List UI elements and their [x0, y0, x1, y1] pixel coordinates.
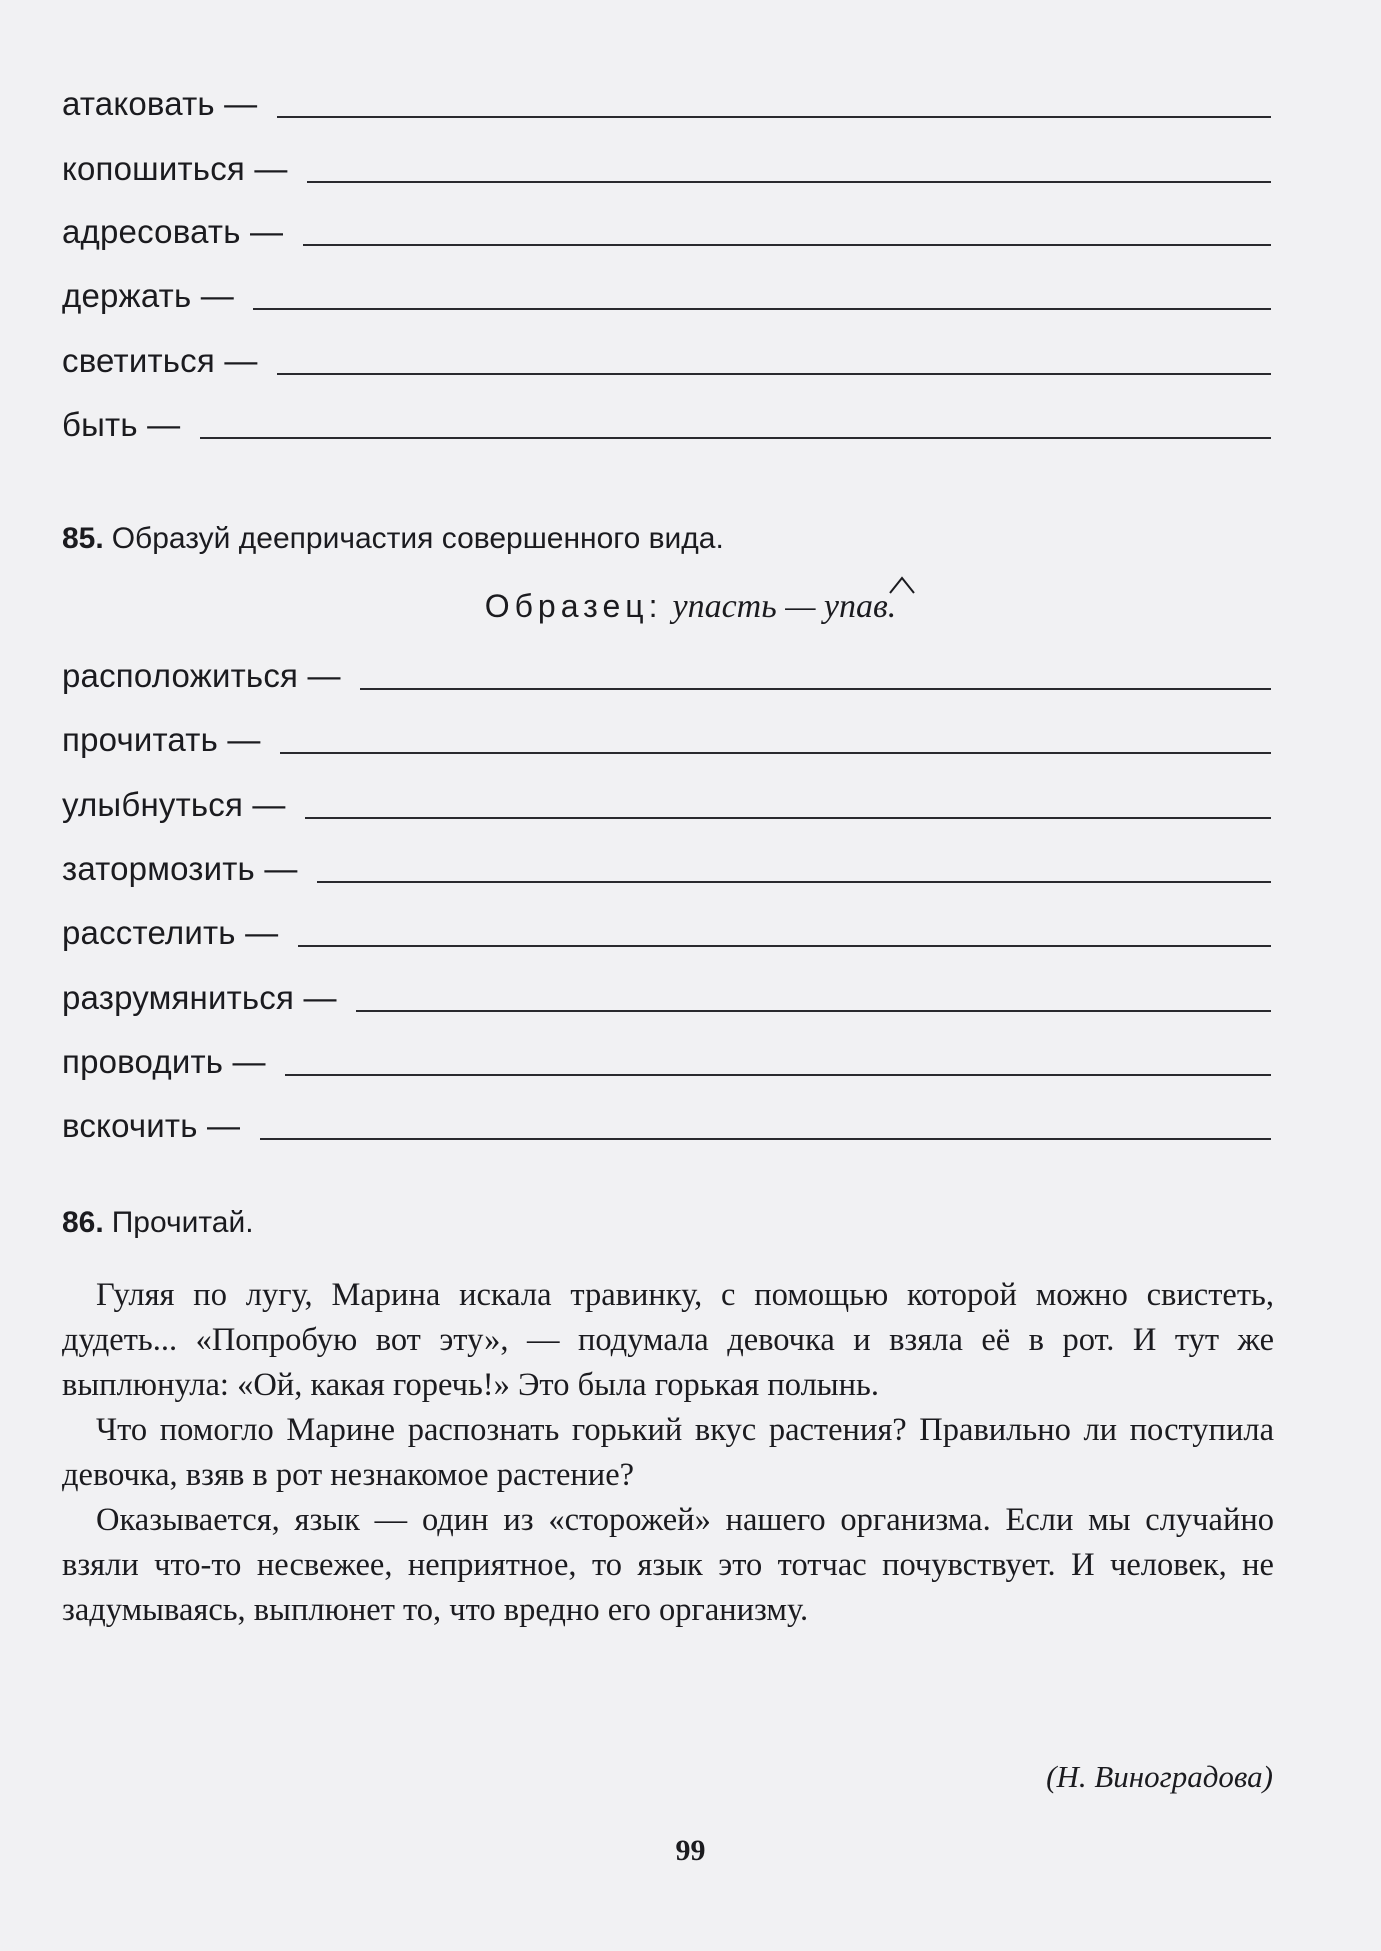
- answer-row-word: вскочить: [62, 1107, 198, 1144]
- answer-row: [62, 843, 1271, 887]
- answer-row: [62, 335, 1271, 379]
- reading-text: [62, 1273, 1274, 1633]
- answer-line[interactable]: [360, 688, 1271, 690]
- dash: —: [298, 657, 351, 694]
- dash: —: [254, 850, 307, 887]
- exercise-number: 86.: [62, 1206, 104, 1239]
- answer-row: [62, 779, 1271, 823]
- dash: —: [244, 150, 297, 187]
- answer-line[interactable]: [285, 1074, 1271, 1076]
- answer-line[interactable]: [260, 1138, 1271, 1140]
- answer-line[interactable]: [317, 881, 1271, 883]
- answer-row: [62, 143, 1271, 187]
- answer-row-word: расстелить: [62, 914, 236, 951]
- dash: —: [223, 1043, 276, 1080]
- answer-row-word: адресовать: [62, 213, 241, 250]
- answer-row-word: светиться: [62, 342, 215, 379]
- answer-row-word: проводить: [62, 1043, 224, 1080]
- answer-line[interactable]: [200, 437, 1271, 439]
- answer-line[interactable]: [280, 752, 1271, 754]
- answer-row: [62, 907, 1271, 951]
- dash: —: [191, 277, 244, 314]
- answer-row: [62, 399, 1271, 443]
- answer-row: [62, 650, 1271, 694]
- answer-line[interactable]: [253, 308, 1271, 310]
- answer-row-word: копошиться: [62, 150, 245, 187]
- answer-row: [62, 1100, 1271, 1144]
- answer-line[interactable]: [356, 1010, 1271, 1012]
- answer-line[interactable]: [277, 116, 1271, 118]
- answer-row-word: улыбнуться: [62, 786, 244, 823]
- dash: —: [137, 406, 190, 443]
- dash: —: [197, 1107, 250, 1144]
- answer-row-word: затормозить: [62, 850, 255, 887]
- reading-paragraph: Что помогло Марине распознать горький вкус растения? Правильно ли поступила девочка, взяв в рот незнакомое растение?: [62, 1412, 1274, 1493]
- answer-row: [62, 206, 1271, 250]
- dash: —: [214, 342, 267, 379]
- reading-paragraph: Гуляя по лугу, Марина искала травинку, с помощью которой можно свистеть, дудеть... «Попробую вот эту», — подумала девочка и взяла её в рот. И тут же выплюнула: «Ой, какая горечь!» Это была горькая полынь.: [62, 1277, 1274, 1403]
- dash: —: [243, 786, 295, 823]
- answer-row-word: держать: [62, 277, 192, 314]
- suffix-caret-icon: [887, 575, 917, 595]
- answer-line[interactable]: [298, 945, 1271, 947]
- answer-row-word: атаковать: [62, 85, 215, 122]
- reading-paragraph: Оказывается, язык — один из «сторожей» нашего организма. Если мы случайно взяли что-то несвежее, неприятное, то язык это тотчас почувствует. И человек, не задумываясь, выплюнет то, что вредно его организму.: [62, 1502, 1274, 1628]
- answer-row-word: прочитать: [62, 721, 218, 758]
- answer-line[interactable]: [303, 244, 1271, 246]
- answer-row: [62, 714, 1271, 758]
- dash: —: [214, 85, 267, 122]
- answer-row-word: расположиться: [62, 657, 299, 694]
- answer-line[interactable]: [305, 817, 1271, 819]
- answer-row: [62, 270, 1271, 314]
- exercise-number: 85.: [62, 522, 104, 555]
- dash: —: [217, 721, 270, 758]
- dash: —: [294, 979, 347, 1016]
- answer-row: [62, 1036, 1271, 1080]
- sample-label: Образец:: [484, 588, 663, 624]
- dash: —: [235, 914, 288, 951]
- exercise-86-heading: [62, 1208, 254, 1238]
- text-author: (Н. Виноградова): [1046, 1759, 1273, 1794]
- answer-row: [62, 972, 1271, 1016]
- answer-row: [62, 78, 1271, 122]
- dash: —: [240, 213, 293, 250]
- sample-text: упасть — упав.: [672, 588, 897, 625]
- answer-line[interactable]: [277, 373, 1271, 375]
- answer-row-word: быть: [62, 406, 138, 443]
- answer-line[interactable]: [307, 181, 1271, 183]
- answer-row-word: разрумяниться: [62, 979, 295, 1016]
- exercise-85-heading: [62, 524, 724, 554]
- page-number: 99: [675, 1834, 706, 1867]
- exercise-instruction: Прочитай.: [111, 1206, 254, 1239]
- exercise-instruction: Образуй деепричастия совершенного вида.: [111, 522, 724, 555]
- sample-line: [0, 590, 1381, 624]
